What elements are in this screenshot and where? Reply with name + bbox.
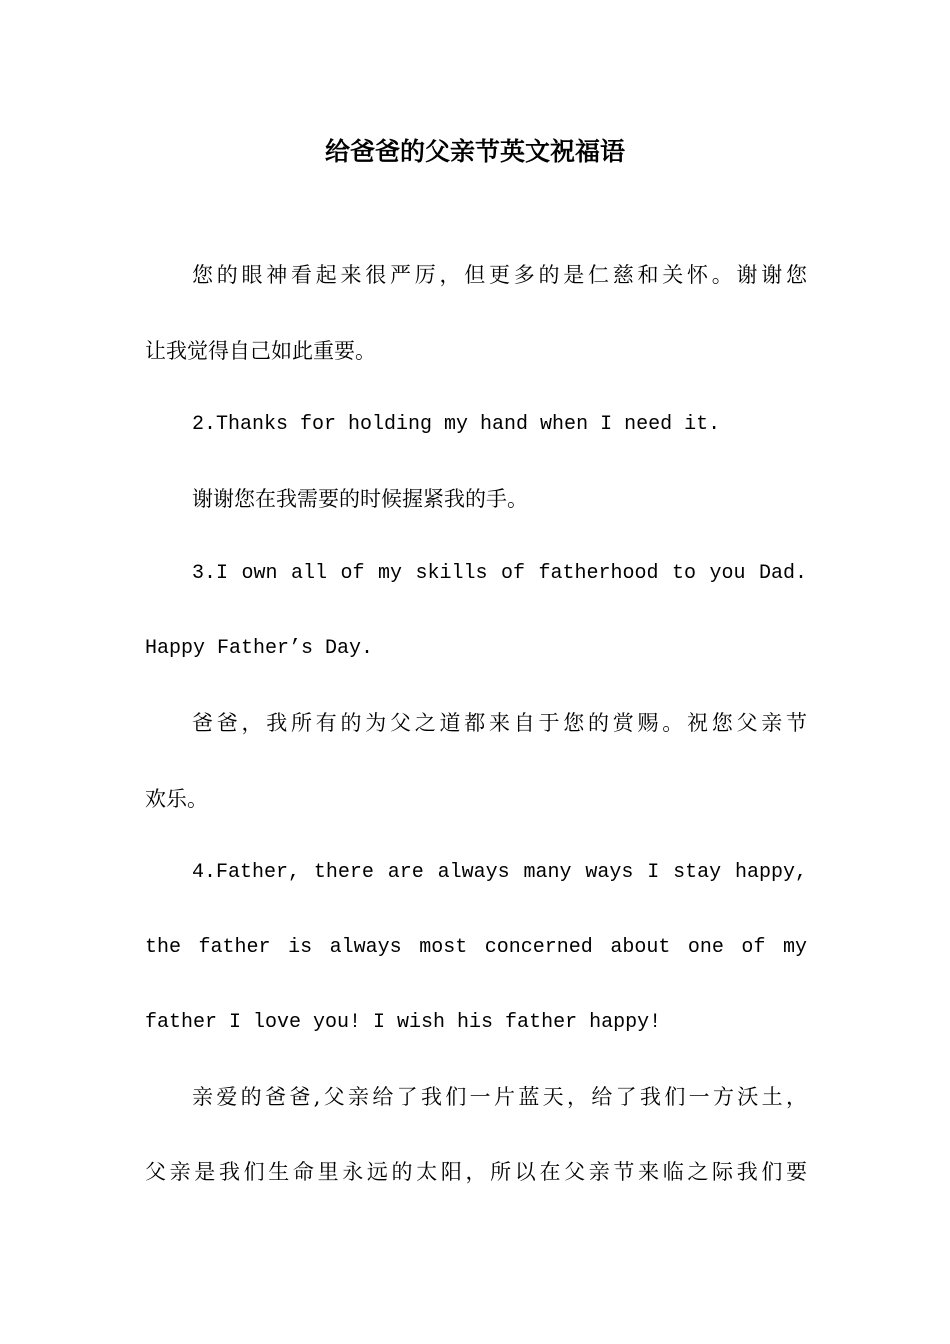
paragraph-line: father I love you! I wish his father happy! [145, 1011, 662, 1034]
paragraph-line: 亲爱的爸爸,父亲给了我们一片蓝天，给了我们一方沃土， [192, 1085, 807, 1109]
paragraph-line: 您的眼神看起来很严厉，但更多的是仁慈和关怀。谢谢您 [192, 263, 807, 287]
paragraph-line: 谢谢您在我需要的时候握紧我的手。 [192, 487, 528, 511]
paragraph-line: 让我觉得自己如此重要。 [145, 339, 376, 363]
paragraph-line: 爸爸，我所有的为父之道都来自于您的赏赐。祝您父亲节 [192, 711, 807, 735]
paragraph-line: 父亲是我们生命里永远的太阳，所以在父亲节来临之际我们要 [145, 1160, 807, 1184]
paragraph-line: the father is always most concerned about one of my [145, 936, 807, 959]
paragraph-line: 欢乐。 [145, 787, 208, 811]
document-title: 给爸爸的父亲节英文祝福语 [324, 137, 625, 166]
paragraph-line: 4.Father, there are always many ways I stay happy, [192, 861, 807, 884]
paragraph-line: 3.I own all of my skills of fatherhood to you Dad. [192, 562, 807, 585]
paragraph-line: 2.Thanks for holding my hand when I need it. [192, 413, 721, 436]
paragraph-line: Happy Father’s Day. [145, 637, 374, 660]
